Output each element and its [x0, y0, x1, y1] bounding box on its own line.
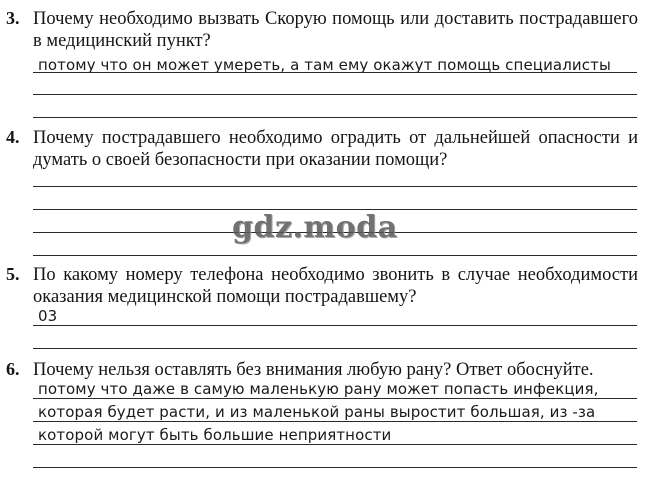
question-text: Почему необходимо вызвать Скорую помощь или доставить пострадавшего в медицинский пункт? — [33, 9, 638, 51]
answer-rule — [33, 186, 637, 187]
answer-rule — [33, 325, 637, 326]
question-text: По какому номеру телефона необходимо звонить в случае необходимости оказания медицинской помощи пострадавшему? — [33, 265, 638, 307]
answer-rule — [33, 348, 637, 349]
answer-line: потому что он может умереть, а там ему окажут помощь специалисты — [38, 56, 611, 74]
answer-rule — [33, 398, 637, 399]
answer-rule — [33, 117, 637, 118]
question-number: 5. — [6, 264, 20, 284]
answer-line: которая будет расти, и из маленькой раны выростит большая, из -за — [38, 403, 596, 421]
question-text: Почему пострадавшего необходимо оградить от дальнейшей опасности и думать о своей безопасности при оказании помощи? — [33, 128, 638, 170]
answer-rule — [33, 421, 637, 422]
answer-line: которой могут быть большие неприятности — [38, 426, 392, 444]
question-number: 3. — [6, 8, 20, 28]
answer-line: потому что даже в самую маленькую рану может попасть инфекция, — [38, 380, 599, 398]
question-number: 6. — [6, 359, 20, 379]
answer-rule — [33, 94, 637, 95]
answer-rule — [33, 444, 637, 445]
answer-rule — [33, 255, 637, 256]
question-number: 4. — [6, 127, 20, 147]
answer-rule — [33, 72, 637, 73]
question-text: Почему нельзя оставлять без внимания любую рану? Ответ обоснуйте. — [33, 360, 594, 380]
watermark-logo: gdz.moda — [232, 210, 398, 245]
answer-rule — [33, 467, 637, 468]
answer-line: 03 — [38, 307, 58, 325]
